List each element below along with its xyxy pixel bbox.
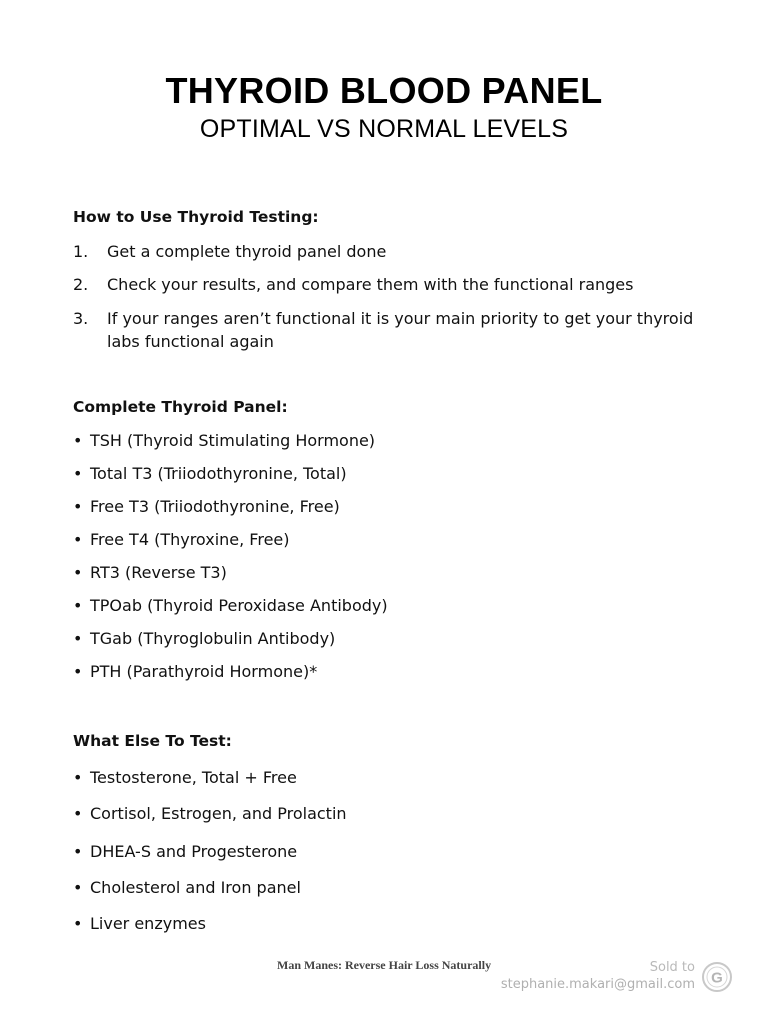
list-item-text: Cortisol, Estrogen, and Prolactin — [90, 804, 347, 823]
bullet-icon: • — [73, 464, 83, 483]
bullet-icon: • — [73, 804, 83, 823]
list-item-text: Cholesterol and Iron panel — [90, 878, 301, 897]
bullet-icon: • — [73, 842, 83, 861]
bullet-icon: • — [73, 662, 83, 681]
sold-to-label: Sold to — [649, 960, 695, 975]
how-to-heading: How to Use Thyroid Testing: — [73, 208, 319, 226]
list-item-number: 1. — [73, 242, 89, 261]
list-item — [73, 530, 290, 550]
bullet-icon: • — [73, 431, 83, 450]
bullet-icon: • — [73, 596, 83, 615]
bullet-icon: • — [73, 530, 83, 549]
list-item-number: 3. — [73, 309, 89, 328]
g-logo-letter: G — [711, 969, 723, 987]
g-circle-icon — [701, 961, 733, 993]
list-item-text: If your ranges aren’t functional it is your main priority to get your thyroid labs functional again — [107, 309, 694, 351]
what-else-heading: What Else To Test: — [73, 732, 232, 750]
list-item — [73, 878, 301, 898]
list-item — [73, 842, 297, 862]
footer-book-title: Man Manes: Reverse Hair Loss Naturally — [277, 958, 492, 972]
list-item-text: TSH (Thyroid Stimulating Hormone) — [90, 431, 376, 450]
list-item — [73, 497, 340, 517]
list-item-text: TPOab (Thyroid Peroxidase Antibody) — [90, 596, 388, 615]
buyer-email: stephanie.makari@gmail.com — [500, 977, 695, 992]
list-item-number: 2. — [73, 275, 89, 294]
bullet-icon: • — [73, 878, 83, 897]
list-item — [73, 596, 388, 616]
bullet-icon: • — [73, 629, 83, 648]
bullet-icon: • — [73, 914, 83, 933]
list-item — [73, 464, 347, 484]
list-item — [73, 563, 227, 583]
list-item-text: Total T3 (Triiodothyronine, Total) — [90, 464, 347, 483]
list-item-text: Testosterone, Total + Free — [90, 768, 297, 787]
bullet-icon: • — [73, 563, 83, 582]
list-item-text: DHEA-S and Progesterone — [90, 842, 298, 861]
list-item-text: Get a complete thyroid panel done — [107, 242, 387, 261]
list-item-text: Free T3 (Triiodothyronine, Free) — [90, 497, 340, 516]
page-title: THYROID BLOOD PANEL — [165, 70, 603, 111]
list-item — [73, 629, 335, 649]
list-item — [73, 662, 317, 682]
list-item — [73, 804, 347, 824]
list-item-text: RT3 (Reverse T3) — [90, 563, 227, 582]
list-item — [73, 431, 375, 451]
list-item — [73, 768, 297, 788]
list-item-text: PTH (Parathyroid Hormone)* — [90, 662, 318, 681]
list-item — [73, 914, 206, 934]
page-subtitle: OPTIMAL VS NORMAL LEVELS — [199, 115, 569, 143]
bullet-icon: • — [73, 497, 83, 516]
list-item-text: Liver enzymes — [90, 914, 206, 933]
list-item-text: TGab (Thyroglobulin Antibody) — [90, 629, 336, 648]
panel-heading: Complete Thyroid Panel: — [73, 398, 288, 416]
list-item-text: Free T4 (Thyroxine, Free) — [90, 530, 290, 549]
list-item-text: Check your results, and compare them with the functional ranges — [107, 275, 634, 294]
bullet-icon: • — [73, 768, 83, 787]
